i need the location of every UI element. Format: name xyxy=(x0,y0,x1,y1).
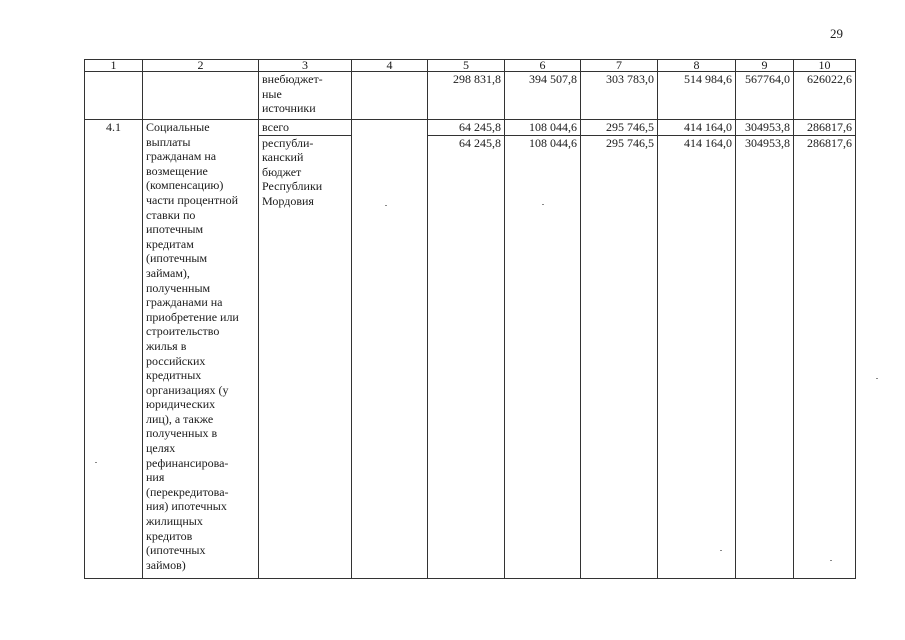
column-number: 10 xyxy=(794,60,856,72)
funding-source-cell: республи- канский бюджет Республики Мордовия xyxy=(259,135,352,578)
value-cell: 567764,0 xyxy=(736,72,794,120)
scan-speck xyxy=(876,378,878,379)
value-cell: 304953,8 xyxy=(736,120,794,136)
value-cell: 108 044,6 xyxy=(505,135,581,578)
empty-cell xyxy=(352,72,428,120)
column-number-row xyxy=(85,60,856,72)
empty-cell xyxy=(143,72,259,120)
column-number: 2 xyxy=(143,60,259,72)
column-number: 4 xyxy=(352,60,428,72)
value-cell: 514 984,6 xyxy=(658,72,736,120)
value-cell: 295 746,5 xyxy=(581,135,658,578)
value-cell: 414 164,0 xyxy=(658,135,736,578)
scan-speck xyxy=(720,550,722,551)
value-cell: 414 164,0 xyxy=(658,120,736,136)
value-cell: 626022,6 xyxy=(794,72,856,120)
value-cell: 304953,8 xyxy=(736,135,794,578)
budget-table xyxy=(84,59,856,579)
funding-source-cell: внебюджет- ные источники xyxy=(259,72,352,120)
value-cell: 286817,6 xyxy=(794,135,856,578)
scan-speck xyxy=(830,560,832,561)
column-number: 6 xyxy=(505,60,581,72)
column-number: 7 xyxy=(581,60,658,72)
value-cell: 298 831,8 xyxy=(428,72,505,120)
column-number: 1 xyxy=(85,60,143,72)
value-cell: 108 044,6 xyxy=(505,120,581,136)
page-number: 29 xyxy=(830,26,843,41)
value-cell: 64 245,8 xyxy=(428,120,505,136)
scan-speck xyxy=(95,462,97,463)
table-row-total xyxy=(85,120,856,136)
table-row-extrabudget xyxy=(85,72,856,120)
column-number: 3 xyxy=(259,60,352,72)
item-number-cell: 4.1 xyxy=(85,120,143,579)
item-description-cell: Социальные выплаты гражданам на возмещение (компенсацию) части процентной ставки по ипотечным кредитам (ипотечным займам), полученным гражданами на приобретение или строительство жилья в российских кредитных организациях (у юридических лиц), а также полученных в целях рефинансирова- ния (перекредитова- ния) ипотечных жилищных кредитов (ипотечных займов) xyxy=(143,120,259,579)
value-cell: 286817,6 xyxy=(794,120,856,136)
empty-cell xyxy=(352,120,428,579)
value-cell: 394 507,8 xyxy=(505,72,581,120)
scan-speck xyxy=(542,204,544,205)
value-cell: 295 746,5 xyxy=(581,120,658,136)
funding-source-cell: всего xyxy=(259,120,352,136)
column-number: 9 xyxy=(736,60,794,72)
empty-cell xyxy=(85,72,143,120)
column-number: 8 xyxy=(658,60,736,72)
value-cell: 64 245,8 xyxy=(428,135,505,578)
scan-speck xyxy=(385,205,387,206)
value-cell: 303 783,0 xyxy=(581,72,658,120)
column-number: 5 xyxy=(428,60,505,72)
